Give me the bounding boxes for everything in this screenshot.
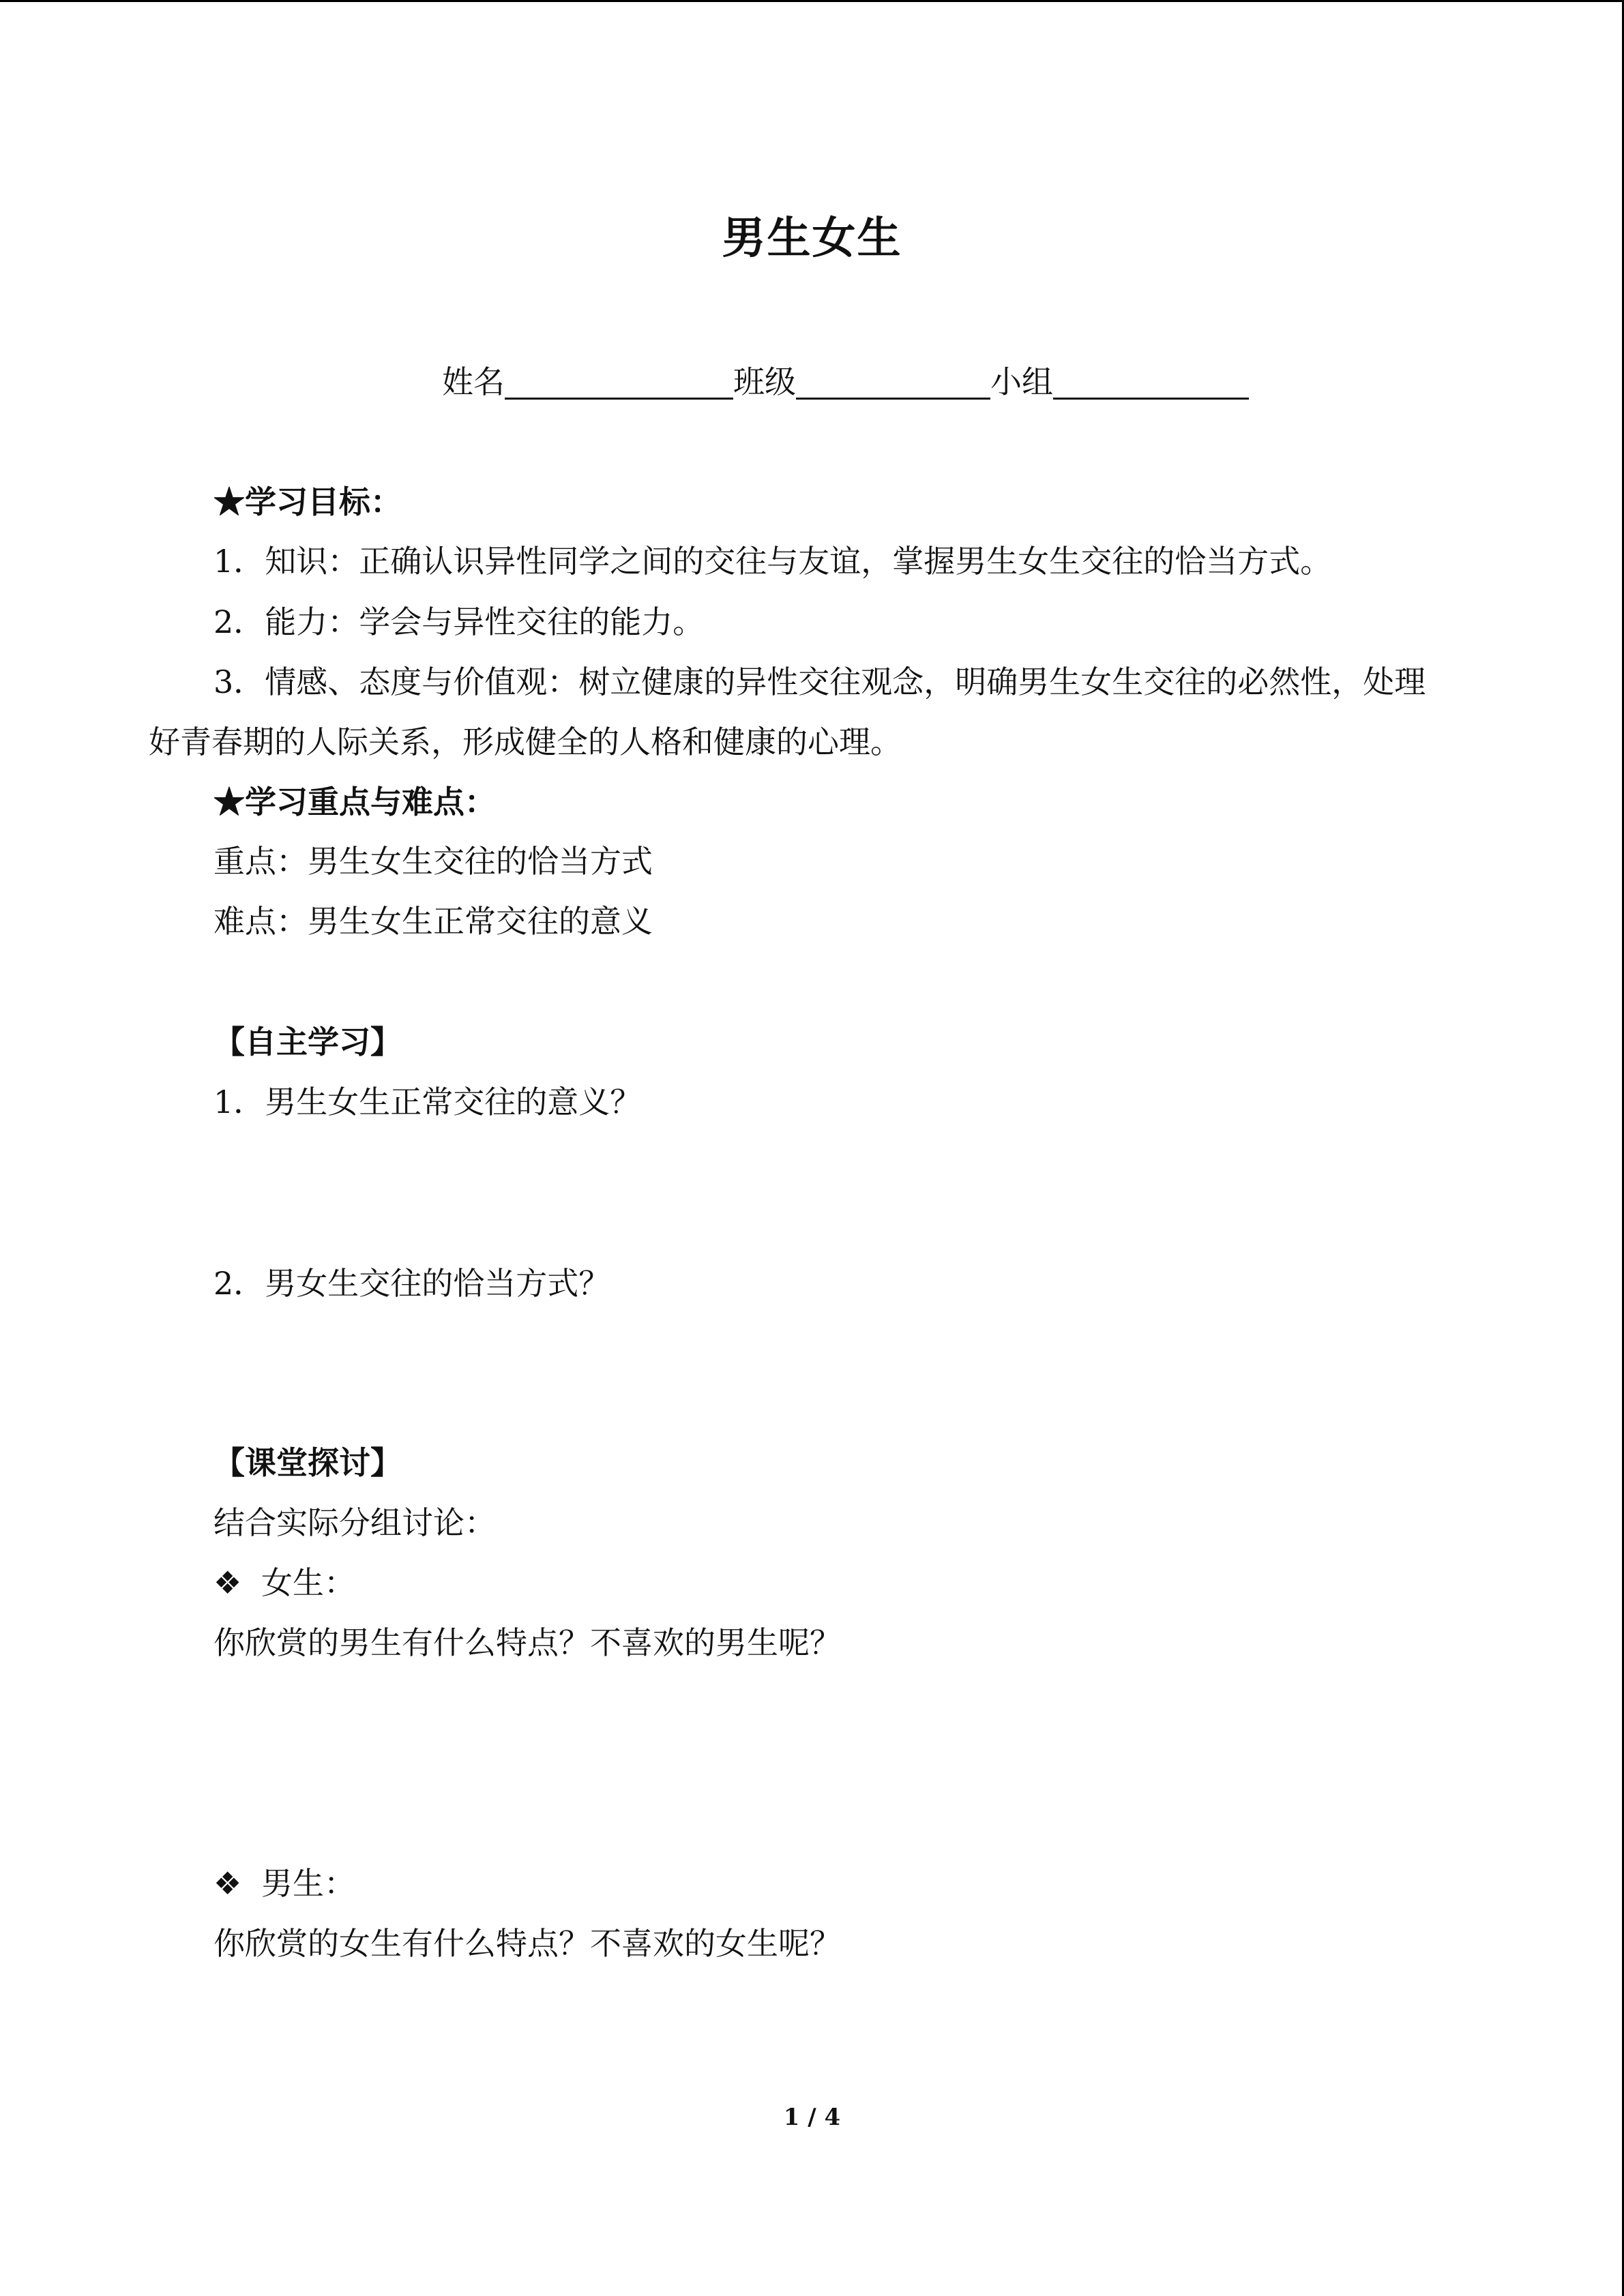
self-study-question-2: 2．男女生交往的恰当方式？ [213, 1265, 610, 1302]
student-info-row [442, 355, 1249, 409]
objective-item-2: 2．能力：学会与异性交往的能力。 [213, 603, 705, 640]
self-study-heading: 【自主学习】 [213, 1024, 402, 1060]
boys-label: 男生： [261, 1865, 355, 1902]
group-label: 小组 [990, 363, 1053, 400]
name-label: 姓名 [442, 363, 505, 400]
class-label: 班级 [733, 363, 796, 400]
objective-item-3-line-1: 3．情感、态度与价值观：树立健康的异性交往观念，明确男生女生交往的必然性，处理 [213, 664, 1426, 700]
girls-bullet-item [0, 1562, 1624, 1603]
page-title: 男生女生 [722, 213, 902, 264]
objective-item-1: 1．知识：正确认识异性同学之间的交往与友谊，掌握男生女生交往的恰当方式。 [213, 543, 1332, 580]
page-border-top [0, 0, 1624, 2]
discussion-heading: 【课堂探讨】 [213, 1444, 402, 1481]
objective-item-3-line-2: 好青春期的人际关系，形成健全的人格和健康的心理。 [149, 724, 902, 760]
class-field-blank[interactable] [796, 357, 990, 400]
self-study-question-1: 1．男生女生正常交往的意义？ [213, 1084, 642, 1120]
boys-bullet-item [0, 1863, 1624, 1904]
page-number: 1 / 4 [783, 2104, 841, 2131]
discussion-intro: 结合实际分组讨论： [213, 1504, 496, 1541]
girls-question: 你欣赏的男生有什么特点？不喜欢的男生呢？ [213, 1624, 841, 1661]
key-point-focus: 重点：男生女生交往的恰当方式 [213, 843, 653, 880]
diamond-bullet-icon: ❖ [213, 1564, 242, 1601]
key-point-difficulty: 难点：男生女生正常交往的意义 [213, 903, 653, 940]
name-field-blank[interactable] [505, 357, 733, 400]
key-points-heading: ★学习重点与难点： [213, 784, 496, 820]
girls-label: 女生： [261, 1564, 355, 1601]
group-field-blank[interactable] [1053, 357, 1249, 400]
boys-question: 你欣赏的女生有什么特点？不喜欢的女生呢？ [213, 1925, 841, 1962]
diamond-bullet-icon: ❖ [213, 1865, 242, 1902]
objectives-heading: ★学习目标： [213, 483, 402, 520]
